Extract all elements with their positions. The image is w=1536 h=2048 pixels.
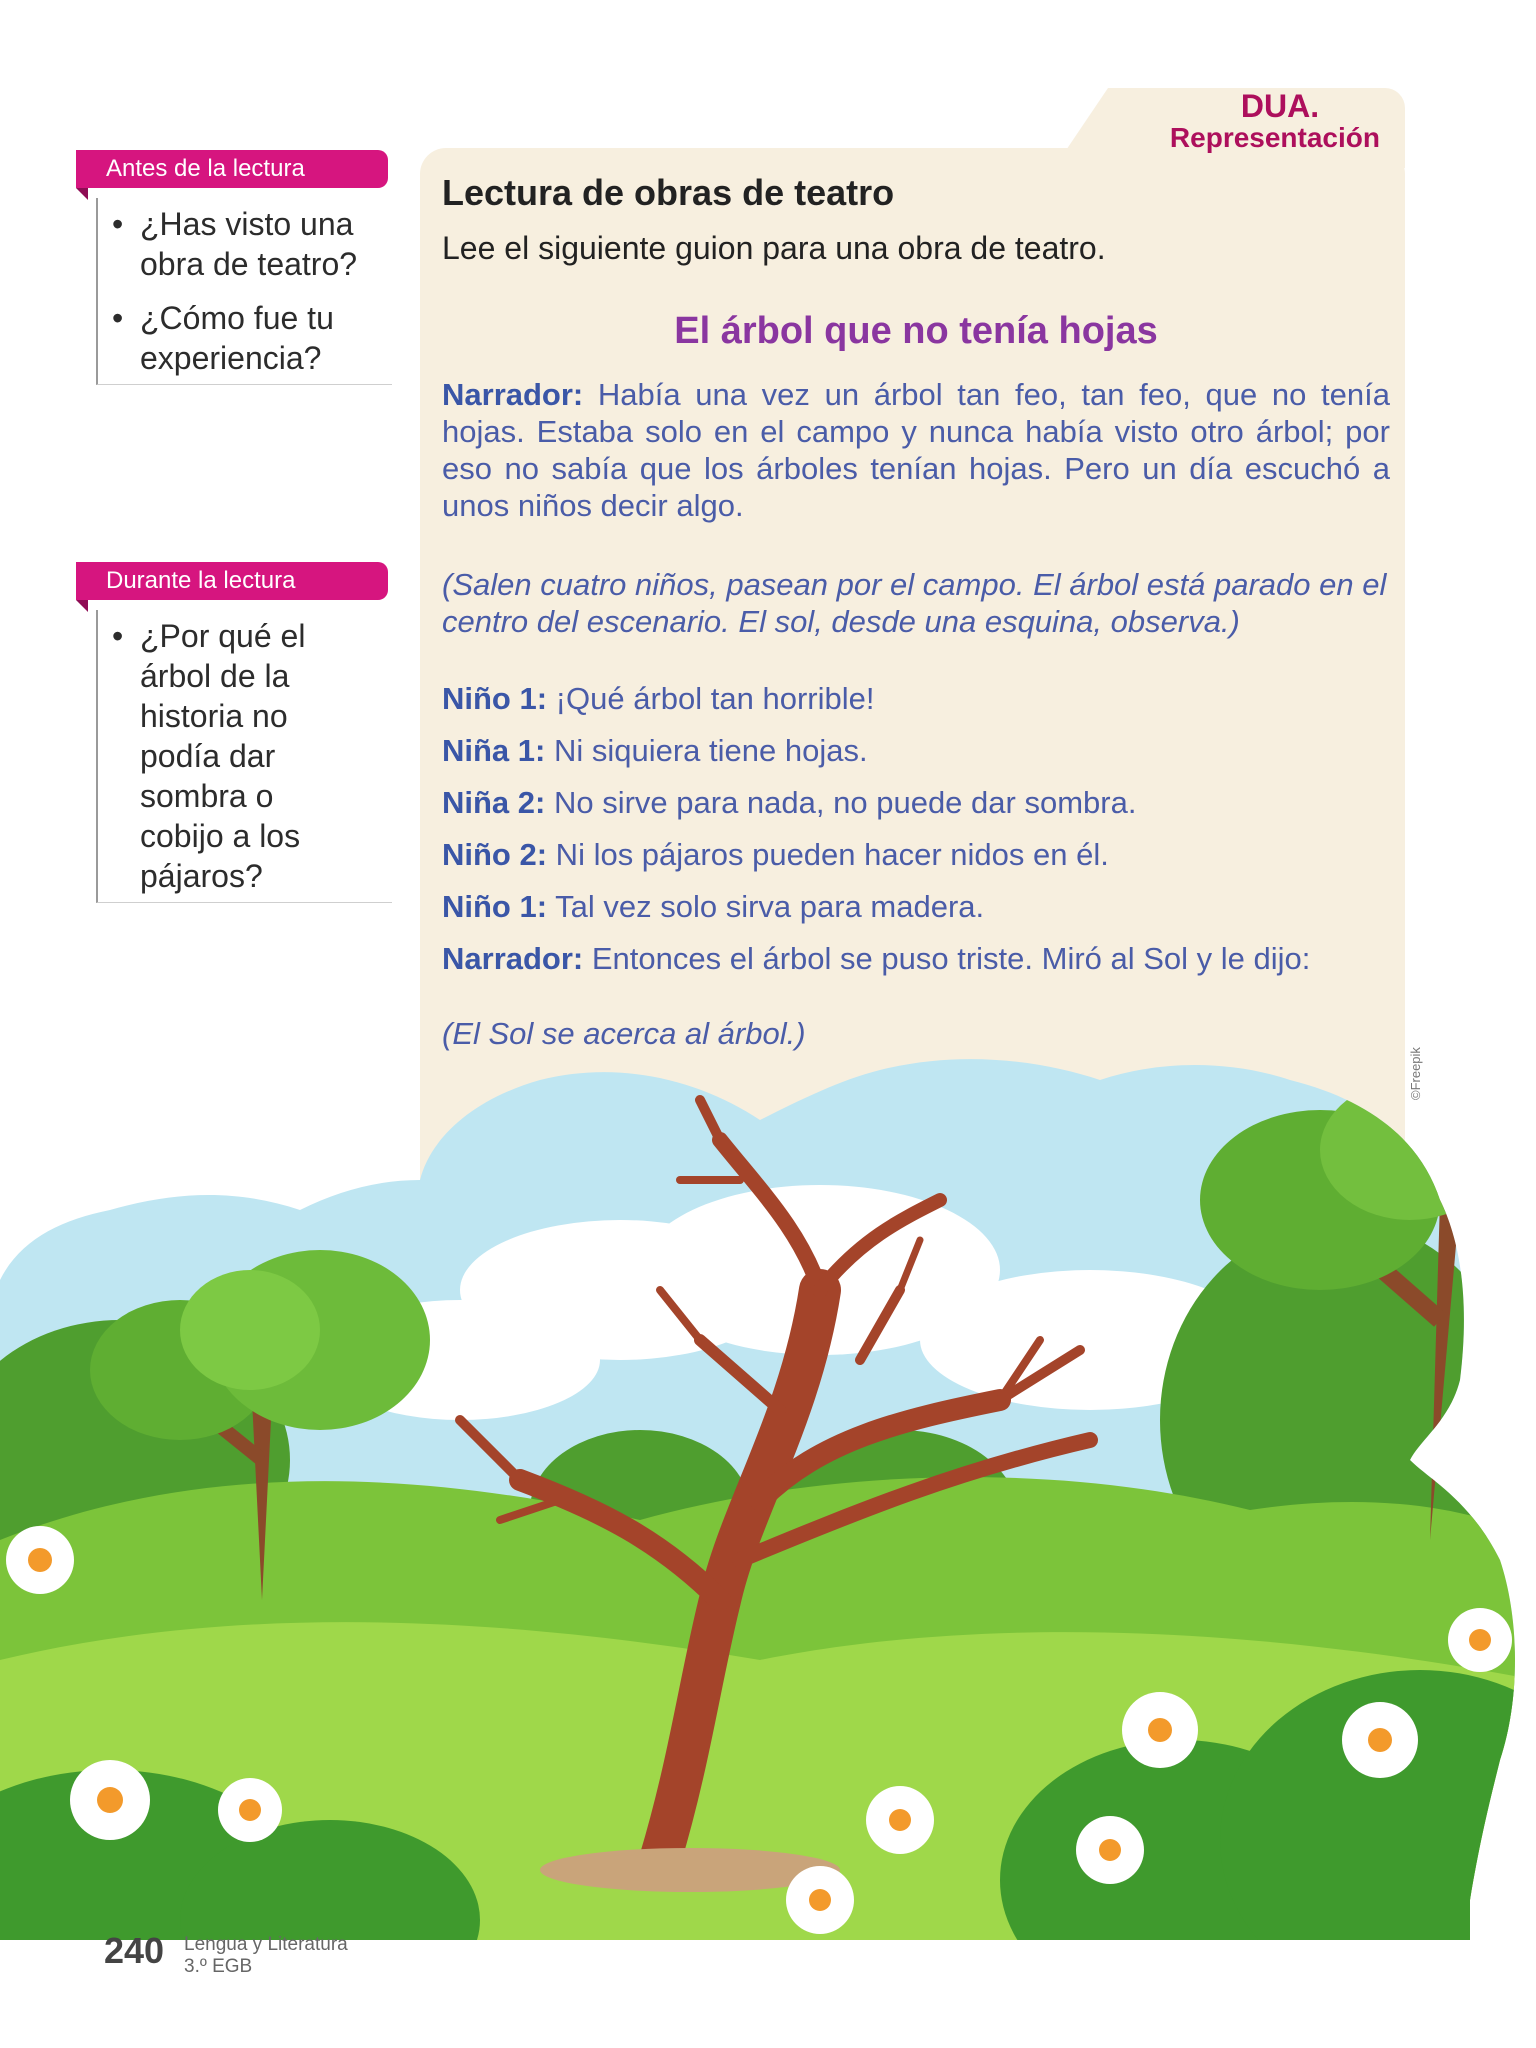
speaker-label: Niño 1: bbox=[442, 889, 548, 924]
page-number: 240 bbox=[104, 1930, 165, 1971]
dialogue-text: Entonces el árbol se puso triste. Miró al Sol y le dijo: bbox=[583, 941, 1311, 976]
play-title: El árbol que no tenía hojas bbox=[674, 310, 1158, 352]
dialogue-line bbox=[442, 784, 1402, 821]
stage-direction: (El Sol se acerca al árbol.) bbox=[442, 1016, 806, 1051]
speaker-label: Niña 2: bbox=[442, 785, 546, 820]
question-item: • ¿Cómo fue tu experiencia? bbox=[112, 298, 392, 378]
stage-direction: (Salen cuatro niños, pasean por el campo. El árbol está parado en el centro del escenario. El sol, desde una esquina, observa.) bbox=[442, 567, 1387, 639]
question-item: • ¿Has visto una obra de teatro? bbox=[112, 204, 392, 284]
footer-subject bbox=[184, 1934, 348, 1978]
dialogue-line bbox=[442, 680, 1402, 717]
dialogue-line bbox=[442, 836, 1402, 873]
dua-title: DUA. bbox=[1240, 88, 1320, 124]
dialogue-text: Ni siquiera tiene hojas. bbox=[545, 733, 868, 768]
dialogue-line bbox=[442, 732, 1402, 769]
during-reading-label: Durante la lectura bbox=[76, 562, 388, 600]
dialogue-line bbox=[442, 940, 1402, 977]
dialogue-text: ¡Qué árbol tan horrible! bbox=[547, 681, 875, 716]
narration-paragraph bbox=[442, 376, 1390, 524]
section-title: Lectura de obras de teatro bbox=[442, 172, 895, 213]
question-item: • ¿Por qué el árbol de la historia no podía dar sombra o cobijo a los pájaros? bbox=[112, 616, 360, 896]
speaker-label: Narrador: bbox=[442, 941, 584, 976]
speaker-label: Niño 2: bbox=[442, 837, 548, 872]
dialogue-text: Ni los pájaros pueden hacer nidos en él. bbox=[547, 837, 1109, 872]
dialogue-text: No sirve para nada, no puede dar sombra. bbox=[545, 785, 1137, 820]
landscape-illustration bbox=[0, 1040, 1536, 1980]
before-reading-questions bbox=[96, 198, 392, 385]
dua-subtitle: Representación bbox=[1169, 122, 1380, 153]
grade-label: 3.º EGB bbox=[184, 1956, 253, 1977]
instruction-text: Lee el siguiente guion para una obra de teatro. bbox=[442, 230, 1106, 266]
speaker-label: Niña 1: bbox=[442, 733, 546, 768]
dialogue-text: Tal vez solo sirva para madera. bbox=[547, 889, 985, 924]
dialogue-line bbox=[442, 888, 1402, 925]
image-credit: ©Freepik bbox=[1408, 1047, 1423, 1100]
narration-text: Había una vez un árbol tan feo, tan feo, que no tenía hojas. Estaba solo en el campo y nunca había visto otro árbol; por eso no sabía que los árboles tenían hojas. Pero un día escuchó a unos niños decir algo. bbox=[442, 377, 1390, 523]
subject-name: Lengua y Literatura bbox=[184, 1934, 348, 1955]
speaker-label: Narrador: bbox=[442, 377, 584, 412]
speaker-label: Niño 1: bbox=[442, 681, 548, 716]
before-reading-label: Antes de la lectura bbox=[76, 150, 388, 188]
during-reading-questions bbox=[96, 610, 392, 903]
